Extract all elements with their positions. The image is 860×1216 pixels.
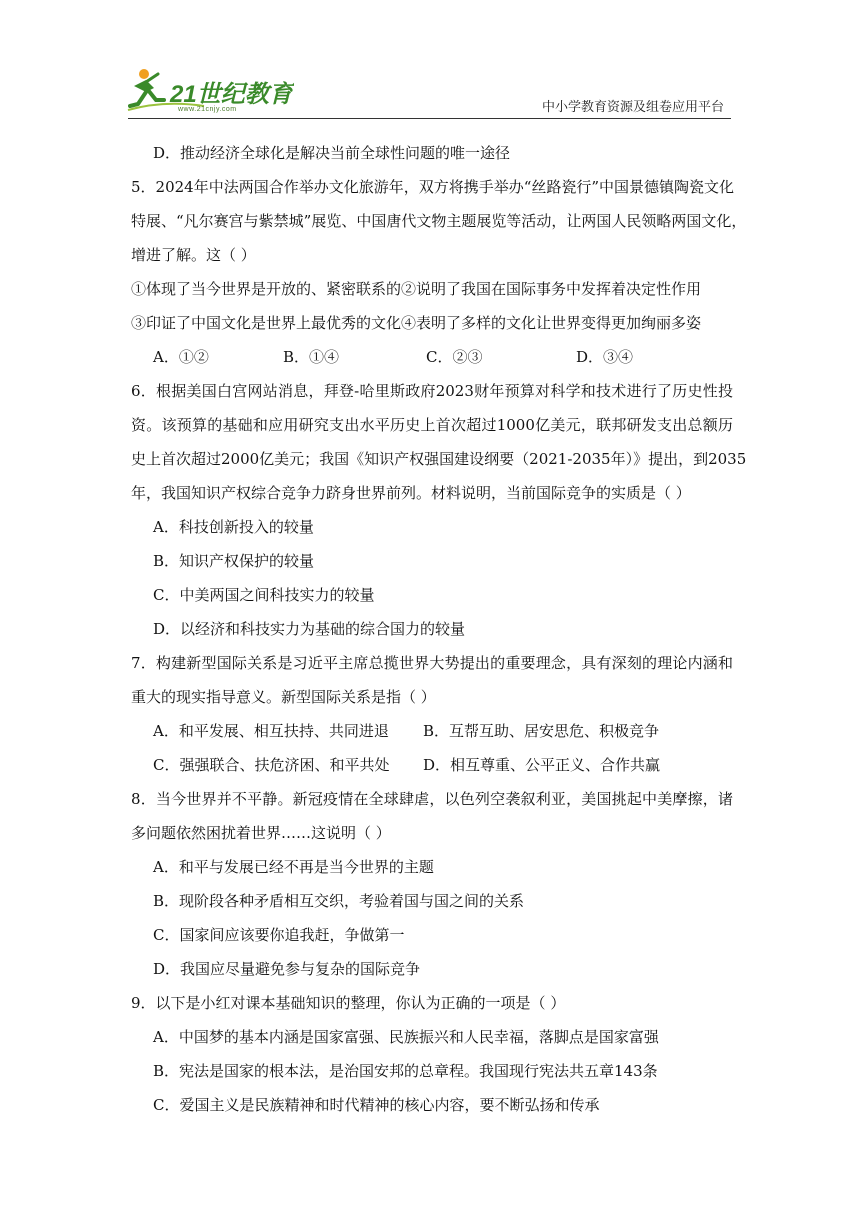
q9-option-c: C．爱国主义是民族精神和时代精神的核心内容，要不断弘扬和传承 [153, 1096, 600, 1114]
q9-stem-line-1: 9．以下是小红对课本基础知识的整理，你认为正确的一项是（ ） [131, 994, 566, 1012]
question-content [131, 136, 747, 1122]
q5-statement-1: ①体现了当今世界是开放的、紧密联系的②说明了我国在国际事务中发挥着决定性作用 [131, 280, 702, 298]
q6-option-c: C．中美两国之间科技实力的较量 [153, 586, 375, 604]
q5-option-b: B．①④ [283, 348, 340, 366]
q8-option-c: C．国家间应该要你追我赶，争做第一 [153, 926, 405, 944]
q5-stem-line-1: 5．2024年中法两国合作举办文化旅游年，双方将携手举办“丝路瓷行”中国景德镇陶瓷文化 [131, 178, 735, 196]
q9-option-b: B．宪法是国家的根本法，是治国安邦的总章程。我国现行宪法共五章143条 [153, 1062, 658, 1080]
q5-option-c: C．②③ [426, 348, 483, 366]
q7-option-d: D．相互尊重、公平正义、合作共赢 [423, 756, 661, 774]
q5-option-a: A．①② [153, 348, 209, 366]
q5-option-d: D．③④ [576, 348, 634, 366]
q7-option-b: B．互帮互助、居安思危、积极竞争 [423, 722, 660, 740]
question-8 [131, 782, 733, 986]
q5-stem-line-3: 增进了解。这（ ） [131, 246, 256, 264]
question-6 [131, 374, 747, 646]
q6-stem-line-1: 6．根据美国白宫网站消息，拜登-哈里斯政府2023财年预算对科学和技术进行了历史性投 [131, 382, 733, 400]
platform-name: 中小学教育资源及组卷应用平台 [541, 100, 724, 115]
header-divider [128, 118, 731, 119]
q5-statement-2: ③印证了中国文化是世界上最优秀的文化④表明了多样的文化让世界变得更加绚丽多姿 [131, 314, 702, 332]
q7-stem-line-2: 重大的现实指导意义。新型国际关系是指（ ） [131, 688, 436, 706]
question-5 [131, 170, 747, 374]
q8-option-b: B．现阶段各种矛盾相互交织，考验着国与国之间的关系 [153, 892, 525, 910]
q8-option-d: D．我国应尽量避免参与复杂的国际竞争 [153, 960, 421, 978]
q7-stem-line-1: 7．构建新型国际关系是习近平主席总揽世界大势提出的重要理念，具有深刻的理论内涵和 [131, 654, 733, 672]
question-7 [131, 646, 733, 782]
q7-options-row-2 [131, 748, 733, 782]
q6-stem-line-3: 史上首次超过2000亿美元；我国《知识产权强国建设纲要（2021-2035年）》提出，到2035 [131, 450, 747, 468]
q8-stem-line-2: 多问题依然困扰着世界……这说明（ ） [131, 824, 391, 842]
q6-stem-line-4: 年，我国知识产权综合竞争力跻身世界前列。材料说明，当前国际竞争的实质是（ ） [131, 484, 691, 502]
q6-option-d: D．以经济和科技实力为基础的综合国力的较量 [153, 620, 466, 638]
q9-option-a: A．中国梦的基本内涵是国家富强、民族振兴和人民幸福，落脚点是国家富强 [153, 1028, 659, 1046]
q7-option-a: A．和平发展、相互扶持、共同进退 [153, 722, 389, 740]
q5-options [131, 340, 733, 374]
q6-stem-line-2: 资。该预算的基础和应用研究支出水平历史上首次超过1000亿美元，联邦研发支出总额历 [131, 416, 733, 434]
q8-stem-line-1: 8．当今世界并不平静。新冠疫情在全球肆虐，以色列空袭叙利亚，美国挑起中美摩擦，诸 [131, 790, 733, 808]
q7-options-row-1 [131, 714, 733, 748]
svg-text:21世纪教育: 21世纪教育 [170, 81, 293, 108]
q5-stem-line-2: 特展、“凡尔赛宫与紫禁城”展览、中国唐代文物主题展览等活动，让两国人民领略两国文化， [131, 212, 747, 230]
q6-option-a: A．科技创新投入的较量 [153, 518, 314, 536]
q6-option-b: B．知识产权保护的较量 [153, 552, 315, 570]
q7-option-c: C．强强联合、扶危济困、和平共处 [153, 756, 390, 774]
page-header [0, 0, 860, 122]
logo-url: www.21cnjy.com [178, 106, 237, 113]
question-9 [131, 986, 733, 1122]
q8-option-a: A．和平与发展已经不再是当今世界的主题 [153, 858, 434, 876]
q4-option-d: D．推动经济全球化是解决当前全球性问题的唯一途径 [153, 144, 511, 162]
